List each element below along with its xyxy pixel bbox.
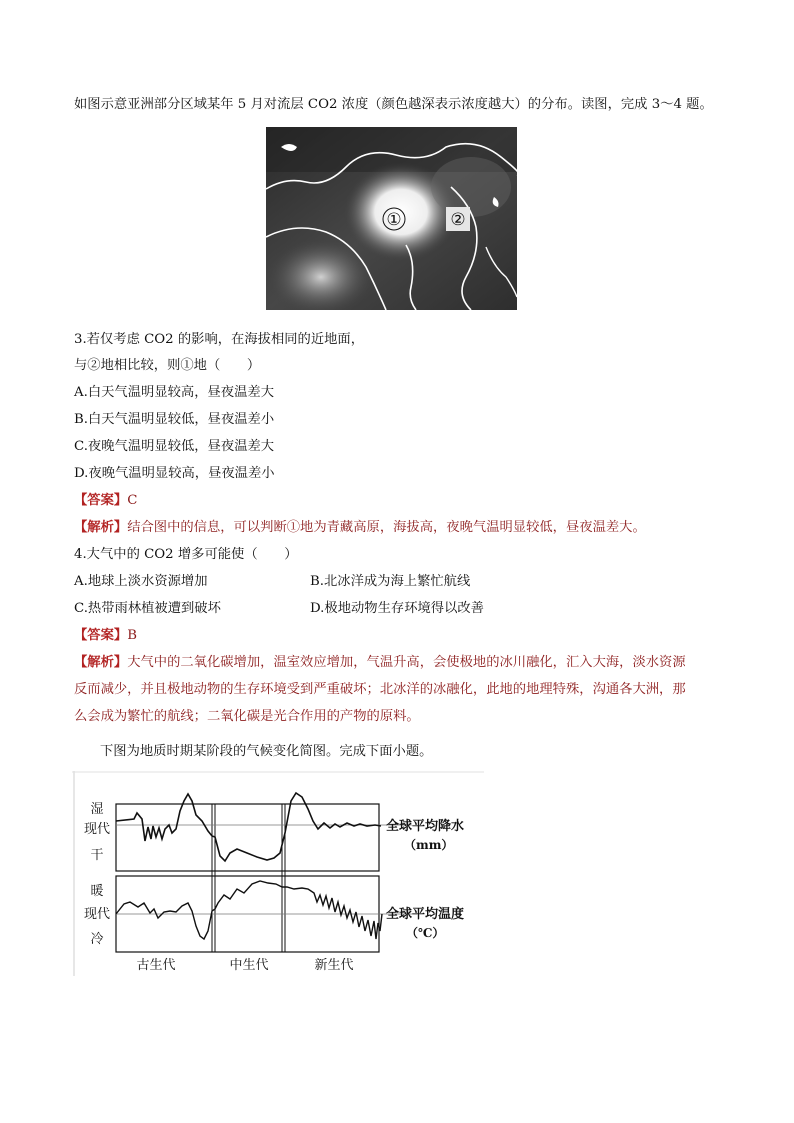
precip-label: 全球平均降水 (386, 819, 465, 834)
temp-label: 全球平均温度 (386, 907, 465, 922)
top-axis-wet: 湿 (90, 802, 104, 817)
q3-analysis (74, 519, 646, 537)
q4-answer-tag: 【答案】 (74, 628, 128, 643)
q4-option-a: A.地球上淡水资源增加 (74, 574, 208, 589)
q3-answer-tag: 【答案】 (74, 493, 128, 508)
q3-analysis-text: 结合图中的信息，可以判断①地为青藏高原，海拔高，夜晚气温明显较低，昼夜温差大。 (127, 520, 646, 535)
q3-stem-line2: 与②地相比较，则①地（ ） (74, 358, 261, 373)
intro-text: 如图示意亚洲部分区域某年 5 月对流层 CO2 浓度（颜色越深表示浓度越大）的分布。读图，完成 3～4 题。 (74, 97, 713, 112)
q3-option-b: B.白天气温明显较低，昼夜温差小 (74, 412, 275, 427)
q3-answer (74, 492, 137, 510)
q4-option-c: C.热带雨林植被遭到破坏 (74, 601, 221, 616)
intro2-text: 下图为地质时期某阶段的气候变化简图。完成下面小题。 (100, 744, 433, 759)
era-cenozoic: 新生代 (314, 958, 354, 973)
era-paleozoic: 古生代 (136, 958, 176, 973)
q4-analysis-line3: 么会成为繁忙的航线；二氧化碳是光合作用的产物的原料。 (74, 709, 420, 724)
bottom-axis-modern: 现代 (83, 907, 111, 922)
q4-option-b: B.北冰洋成为海上繁忙航线 (310, 574, 471, 589)
q4-analysis-tag: 【解析】 (74, 655, 128, 670)
bottom-axis-warm: 暖 (90, 884, 104, 899)
marker-2: ② (450, 210, 466, 230)
climate-change-figure (72, 771, 484, 976)
q4-analysis-line1 (74, 654, 686, 672)
co2-concentration-map (266, 127, 517, 310)
q3-answer-value: C (127, 493, 138, 508)
q4-stem: 4.大气中的 CO2 增多可能使（ ） (74, 547, 298, 562)
top-axis-modern: 现代 (83, 822, 111, 837)
q4-analysis-line2: 反而减少，并且极地动物的生存环境受到严重破坏；北冰洋的冰融化，此地的地理特殊，沟通各大洲，那 (74, 682, 686, 697)
top-axis-dry: 干 (90, 848, 104, 863)
era-mesozoic: 中生代 (229, 958, 269, 973)
q3-option-c: C.夜晚气温明显较低，昼夜温差大 (74, 439, 275, 454)
bottom-axis-cold: 冷 (90, 932, 104, 947)
q4-answer (74, 627, 137, 645)
q3-stem-line1: 3.若仅考虑 CO2 的影响，在海拔相同的近地面， (74, 332, 365, 347)
q3-option-a: A.白天气温明显较高，昼夜温差大 (74, 385, 274, 400)
q4-answer-value: B (127, 628, 137, 643)
q4-analysis-text-1: 大气中的二氧化碳增加，温室效应增加，气温升高，会使极地的冰川融化，汇入大海，淡水资源 (127, 655, 686, 670)
temp-unit: （℃） (406, 926, 445, 940)
precip-unit: （mm） (404, 838, 454, 852)
marker-1: ① (386, 210, 402, 230)
q3-analysis-tag: 【解析】 (74, 520, 128, 535)
q4-option-d: D.极地动物生存环境得以改善 (310, 601, 484, 616)
q3-option-d: D.夜晚气温明显较高，昼夜温差小 (74, 466, 275, 481)
